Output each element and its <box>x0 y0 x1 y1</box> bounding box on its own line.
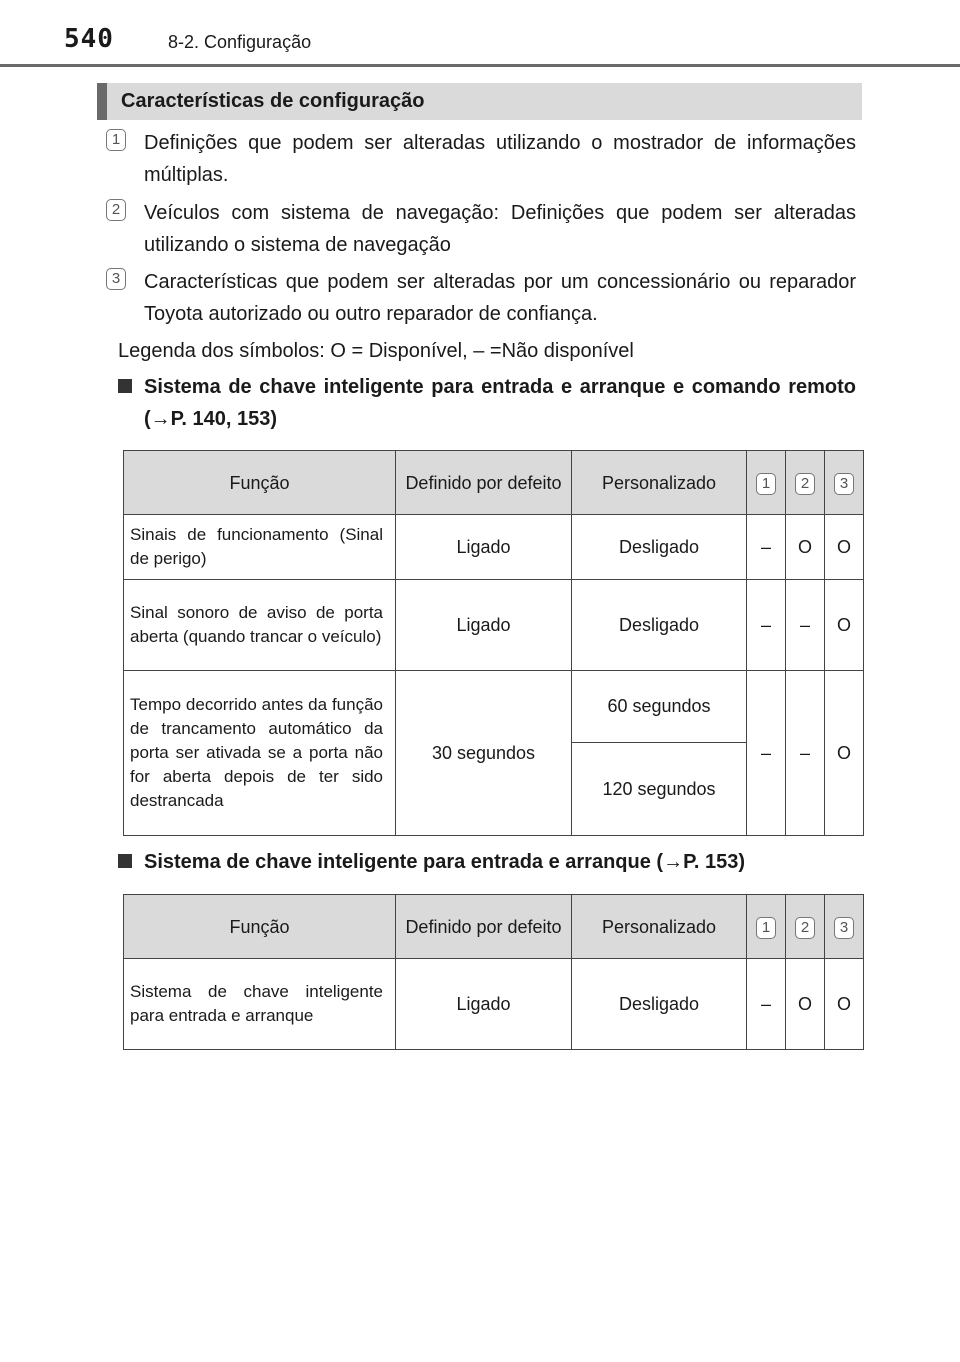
column-header-function: Função <box>124 451 396 515</box>
number-badge: 2 <box>106 199 126 221</box>
default-cell: Ligado <box>396 515 572 580</box>
subsection-title: Sistema de chave inteligente para entrada e arranque e comando remoto (→P. 140, 153) <box>144 376 856 430</box>
table-header-row <box>124 451 864 515</box>
availability-cell-1: – <box>747 580 786 671</box>
table-row <box>124 671 864 743</box>
list-item-1 <box>106 127 856 191</box>
table-row <box>124 580 864 671</box>
availability-cell-2: O <box>786 959 825 1050</box>
availability-cell-3: O <box>825 515 864 580</box>
function-cell: Sistema de chave inteligente para entrada e arranque <box>124 959 396 1050</box>
square-bullet-icon <box>118 379 132 393</box>
availability-cell-3: O <box>825 959 864 1050</box>
number-badge: 3 <box>834 473 854 495</box>
number-badge: 3 <box>106 268 126 290</box>
symbol-legend: Legenda dos símbolos: O = Disponível, – =Não disponível <box>118 340 634 362</box>
column-header-3 <box>825 895 864 959</box>
availability-cell-2: – <box>786 580 825 671</box>
availability-cell-3: O <box>825 580 864 671</box>
list-item-3 <box>106 266 856 330</box>
chapter-title: 8-2. Configuração <box>168 32 312 52</box>
function-cell: Sinal sonoro de aviso de porta aberta (quando trancar o veículo) <box>124 580 396 671</box>
custom-cell: Desligado <box>572 959 747 1050</box>
custom-cell: 60 segundos <box>572 671 747 743</box>
subsection-title: Sistema de chave inteligente para entrada e arranque (→P. 153) <box>144 851 745 873</box>
availability-cell-2: O <box>786 515 825 580</box>
availability-cell-1: – <box>747 515 786 580</box>
square-bullet-icon <box>118 854 132 868</box>
number-badge: 3 <box>834 917 854 939</box>
section-title: Características de configuração <box>121 90 425 112</box>
number-badge: 2 <box>795 917 815 939</box>
settings-table-1 <box>123 450 864 836</box>
function-cell: Tempo decorrido antes da função de trancamento automático da porta ser ativada se a porta não for aberta depois de ter sido destrancada <box>124 671 396 836</box>
column-header-3 <box>825 451 864 515</box>
availability-cell-1: – <box>747 671 786 836</box>
custom-cell: Desligado <box>572 580 747 671</box>
column-header-default: Definido por defeito <box>396 895 572 959</box>
list-item-2 <box>106 197 856 261</box>
list-item-text: Definições que podem ser alteradas utilizando o mostrador de informações múltiplas. <box>144 132 856 186</box>
column-header-1 <box>747 895 786 959</box>
number-badge: 1 <box>106 129 126 151</box>
column-header-function: Função <box>124 895 396 959</box>
settings-table-2 <box>123 894 864 1050</box>
column-header-default: Definido por defeito <box>396 451 572 515</box>
list-item-text: Características que podem ser alteradas por um concessionário ou reparador Toyota autorizado ou outro reparador de confiança. <box>144 271 856 325</box>
default-cell: Ligado <box>396 580 572 671</box>
custom-cell: 120 segundos <box>572 743 747 836</box>
table-row <box>124 515 864 580</box>
section-heading <box>97 83 862 120</box>
table-row <box>124 959 864 1050</box>
custom-cell: Desligado <box>572 515 747 580</box>
page-header <box>0 0 960 66</box>
column-header-2 <box>786 895 825 959</box>
column-header-custom: Personalizado <box>572 451 747 515</box>
availability-cell-1: – <box>747 959 786 1050</box>
function-cell: Sinais de funcionamento (Sinal de perigo) <box>124 515 396 580</box>
column-header-2 <box>786 451 825 515</box>
column-header-custom: Personalizado <box>572 895 747 959</box>
header-rule <box>0 64 960 67</box>
default-cell: Ligado <box>396 959 572 1050</box>
number-badge: 1 <box>756 473 776 495</box>
page-number: 540 <box>64 24 114 54</box>
table-header-row <box>124 895 864 959</box>
number-badge: 1 <box>756 917 776 939</box>
column-header-1 <box>747 451 786 515</box>
number-badge: 2 <box>795 473 815 495</box>
availability-cell-3: O <box>825 671 864 836</box>
list-item-text: Veículos com sistema de navegação: Definições que podem ser alteradas utilizando o sistema de navegação <box>144 202 856 256</box>
availability-cell-2: – <box>786 671 825 836</box>
default-cell: 30 segundos <box>396 671 572 836</box>
